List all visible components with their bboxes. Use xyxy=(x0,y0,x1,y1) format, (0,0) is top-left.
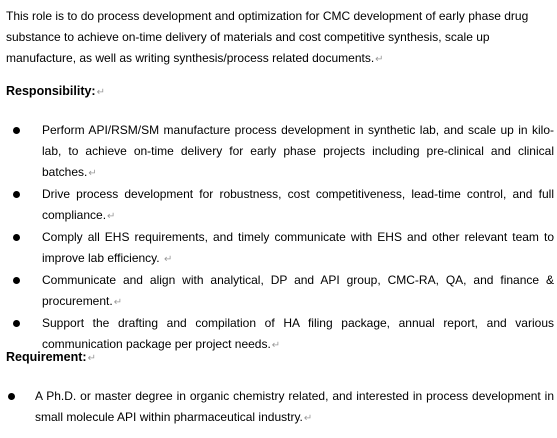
paragraph-mark-icon: ↵ xyxy=(88,168,97,179)
intro-text: This role is to do process development and optimization for CMC development of early phase drug substance to achieve on-time delivery of materials and cost competitive synthesis, scale up manufacture, as well as writing synthesis/process related documents. xyxy=(6,9,529,65)
list-item-text: Drive process development for robustness, cost competitiveness, lead-time control, and full compliance. xyxy=(42,187,554,222)
paragraph-mark-icon: ↵ xyxy=(375,54,384,65)
list-item-text: A Ph.D. or master degree in organic chemistry related, and interested in process development in small molecule API within pharmaceutical industry. xyxy=(35,389,554,424)
list-item-text: Comply all EHS requirements, and timely communicate with EHS and other relevant team to improve lab efficiency. xyxy=(42,230,554,265)
responsibility-list xyxy=(6,120,554,356)
bullet-icon xyxy=(13,320,20,327)
list-item xyxy=(6,184,554,227)
list-item xyxy=(6,270,554,313)
responsibility-heading-text: Responsibility: xyxy=(6,84,96,98)
paragraph-mark-icon: ↵ xyxy=(303,413,313,424)
paragraph-mark-icon: ↵ xyxy=(96,87,105,98)
intro-paragraph xyxy=(6,6,554,70)
responsibility-heading xyxy=(6,82,105,102)
requirement-heading xyxy=(6,348,96,368)
requirement-list xyxy=(6,386,554,429)
bullet-icon xyxy=(13,234,20,241)
paragraph-mark-icon: ↵ xyxy=(107,211,116,222)
list-item-text: Perform API/RSM/SM manufacture process development in synthetic lab, and scale up in kilo-lab, to achieve on-time delivery for early phase projects including pre-clinical and clinical batches. xyxy=(42,123,554,179)
paragraph-mark-icon: ↵ xyxy=(163,254,173,265)
bullet-icon xyxy=(13,277,20,284)
list-item-text: Communicate and align with analytical, DP and API group, CMC-RA, QA, and finance & procurement. xyxy=(42,273,554,308)
list-item xyxy=(6,227,554,270)
list-item xyxy=(6,120,554,184)
bullet-icon xyxy=(8,393,15,400)
list-item-text: Support the drafting and compilation of HA filing package, annual report, and various communication package per project needs. xyxy=(42,316,554,351)
bullet-icon xyxy=(13,127,20,134)
paragraph-mark-icon: ↵ xyxy=(271,340,281,351)
paragraph-mark-icon: ↵ xyxy=(113,297,123,308)
bullet-icon xyxy=(13,191,20,198)
paragraph-mark-icon: ↵ xyxy=(87,353,96,364)
list-item xyxy=(6,386,554,429)
requirement-heading-text: Requirement: xyxy=(6,350,87,364)
